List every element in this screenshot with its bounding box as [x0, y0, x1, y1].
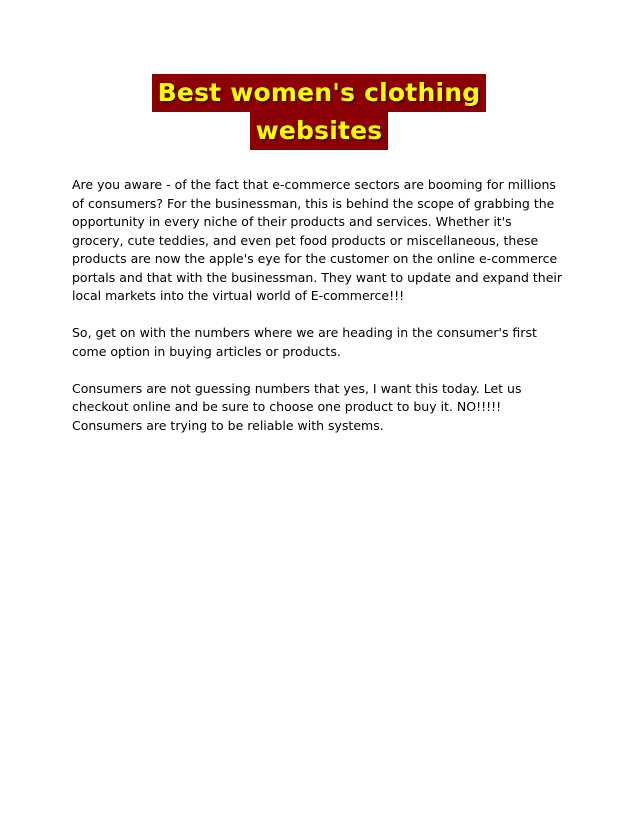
paragraph-consumers: Consumers are not guessing numbers that yes, I want this today. Let us checkout online and be sure to choose one product to buy it. NO!!!!! Consumers are trying to be reliable with systems.	[72, 380, 522, 433]
document-body	[72, 176, 564, 454]
paragraph-intro: Are you aware - of the fact that e-commerce sectors are booming for millions of consumers? For the businessman, this is behind the scope of grabbing the opportunity in every niche of their products and services. Whether it's grocery, cute teddies, and even pet food products or miscellaneous, these products are now the apple's eye for the customer on the online e-commerce portals and that with the businessman. They want to update and expand their local markets into the virtual world of E-commerce!!!	[72, 177, 563, 303]
page-title	[0, 74, 638, 150]
paragraph-numbers: So, get on with the numbers where we are heading in the consumer's first come option in buying articles or products.	[72, 325, 537, 359]
title-line-2: websites	[250, 112, 389, 150]
title-line-1: Best women's clothing	[152, 74, 487, 112]
